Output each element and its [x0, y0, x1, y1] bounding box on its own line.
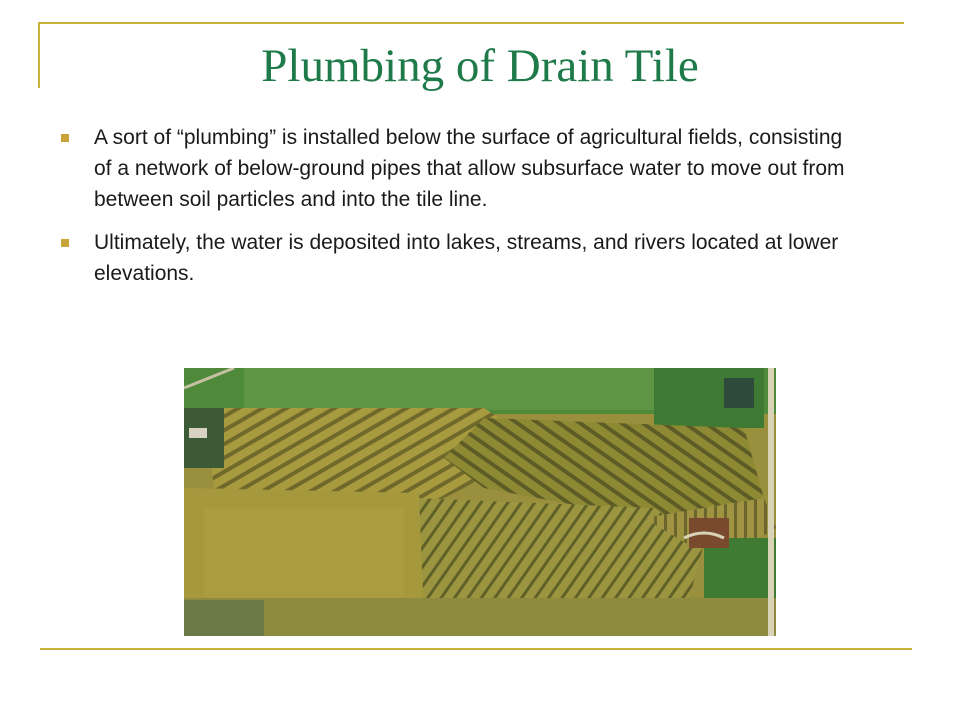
square-bullet-icon [61, 134, 69, 142]
bullet-item [58, 122, 858, 215]
bullet-text: Ultimately, the water is deposited into lakes, streams, and rivers located at lower elevations. [94, 231, 839, 285]
slide-title: Plumbing of Drain Tile [261, 40, 699, 92]
slide-bottom-rule [40, 648, 912, 650]
bullet-text: A sort of “plumbing” is installed below the surface of agricultural fields, consisting of a network of below-ground pipes that allow subsurface water to move out from between soil particles and into the tile line. [94, 126, 845, 211]
aerial-field-photo [184, 368, 776, 636]
bullet-item [58, 227, 858, 289]
bullet-list [58, 122, 858, 301]
slide-top-rule [38, 22, 904, 24]
square-bullet-icon [61, 239, 69, 247]
